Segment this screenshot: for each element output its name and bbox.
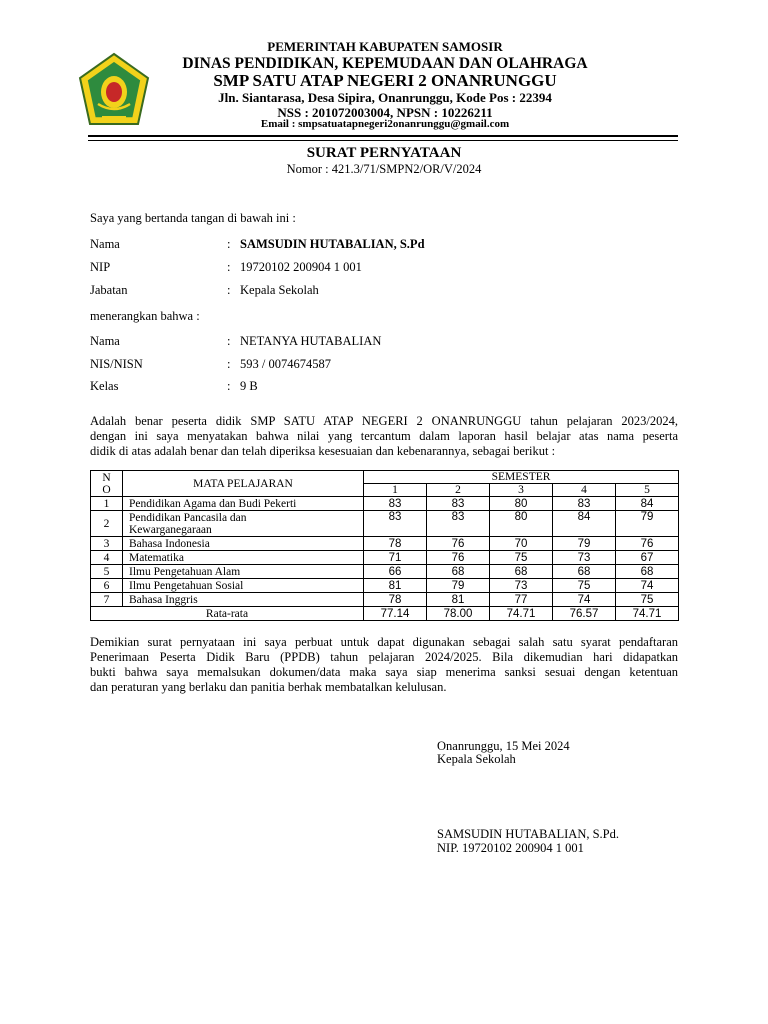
score-cell: 83: [364, 497, 427, 511]
table-row: [91, 551, 679, 565]
score-cell: 68: [553, 565, 616, 579]
letterhead-address: Jln. Siantarasa, Desa Sipira, Onanrunggu, Kode Pos : 22394: [218, 90, 552, 105]
paragraph-line: bukti bahwa saya memalsukan dokumen/data maka saya siap menerima sanksi sesuai dengan ketentuan: [90, 665, 678, 679]
signer-position-label: Jabatan: [90, 283, 128, 297]
colon: :: [227, 260, 231, 274]
closing-paragraph: [90, 635, 678, 695]
document-title: SURAT PERNYATAAN: [306, 145, 462, 161]
colon: :: [227, 379, 231, 393]
signer-name-value: SAMSUDIN HUTABALIAN, S.Pd: [240, 237, 425, 251]
signature-position: Kepala Sekolah: [437, 752, 516, 766]
score-cell: 68: [490, 565, 553, 579]
score-cell: 70: [490, 537, 553, 551]
signature-place-date: Onanrunggu, 15 Mei 2024: [437, 739, 570, 753]
score-cell: 78: [364, 593, 427, 607]
semester-header: 3: [490, 484, 553, 497]
score-cell: 75: [553, 579, 616, 593]
header-no-line: O: [102, 483, 111, 496]
colon: :: [227, 357, 231, 371]
table-row: [91, 579, 679, 593]
letterhead-school-name: SMP SATU ATAP NEGERI 2 ONANRUNGGU: [213, 71, 557, 90]
score-cell: 78: [364, 537, 427, 551]
table-row: [91, 511, 679, 537]
score-cell: 67: [616, 551, 679, 565]
subject-name: Bahasa Indonesia: [123, 537, 364, 551]
score-cell: 75: [616, 593, 679, 607]
student-nisn-label: NIS/NISN: [90, 357, 143, 371]
colon: :: [227, 237, 231, 251]
header-semester: SEMESTER: [364, 471, 679, 484]
intro-text: Saya yang bertanda tangan di bawah ini :: [90, 211, 296, 225]
subject-name: Ilmu Pengetahuan Alam: [123, 565, 364, 579]
colon: :: [227, 283, 231, 297]
score-cell: 74: [553, 593, 616, 607]
subject-name: Ilmu Pengetahuan Sosial: [123, 579, 364, 593]
score-cell: 81: [364, 579, 427, 593]
row-number: 1: [91, 497, 123, 511]
signer-name-label: Nama: [90, 237, 120, 251]
score-cell: 79: [553, 537, 616, 551]
row-number: 6: [91, 579, 123, 593]
subject-name: Bahasa Inggris: [123, 593, 364, 607]
score-cell: 83: [427, 511, 490, 537]
average-cell: 74.71: [490, 607, 553, 621]
semester-header: 1: [364, 484, 427, 497]
score-cell: 74: [616, 579, 679, 593]
row-number: 4: [91, 551, 123, 565]
score-cell: 68: [616, 565, 679, 579]
score-cell: 84: [553, 511, 616, 537]
samosir-regency-emblem-icon: [76, 52, 152, 128]
score-cell: 83: [364, 511, 427, 537]
student-nisn-value: 593 / 0074674587: [240, 357, 331, 371]
header-subject: MATA PELAJARAN: [123, 471, 364, 497]
score-cell: 71: [364, 551, 427, 565]
score-cell: 83: [427, 497, 490, 511]
table-row: [91, 537, 679, 551]
letterhead-nss-npsn: NSS : 201072003004, NPSN : 10226211: [277, 105, 493, 120]
signature-name: SAMSUDIN HUTABALIAN, S.Pd.: [437, 827, 620, 841]
grades-table: [90, 470, 679, 621]
score-cell: 76: [616, 537, 679, 551]
header-no: [91, 471, 123, 497]
semester-header: 2: [427, 484, 490, 497]
row-number: 5: [91, 565, 123, 579]
semester-header: 4: [553, 484, 616, 497]
score-cell: 68: [427, 565, 490, 579]
paragraph-line: Demikian surat pernyataan ini saya perbuat untuk dapat digunakan sebagai salah satu syarat pendaftaran: [90, 635, 678, 649]
paragraph-line: dan peraturan yang berlaku dan panitia berhak membatalkan kelulusan.: [90, 680, 447, 694]
paragraph-line: dengan ini saya menyatakan bahwa nilai yang tercantum dalam laporan hasil belajar atas nama peserta: [90, 429, 678, 443]
average-cell: 77.14: [364, 607, 427, 621]
score-cell: 66: [364, 565, 427, 579]
header-no-line: N: [102, 471, 111, 484]
score-cell: 76: [427, 537, 490, 551]
row-number: 7: [91, 593, 123, 607]
table-header-row: [91, 471, 679, 484]
signer-nip-label: NIP: [90, 260, 111, 274]
subject-name-line: Pendidikan Pancasila dan: [129, 511, 247, 524]
subject-name: Pendidikan Agama dan Budi Pekerti: [123, 497, 364, 511]
signer-position-value: Kepala Sekolah: [240, 283, 319, 297]
letterhead-email: Email : smpsatuatapnegeri2onanrunggu@gmail.com: [260, 118, 510, 130]
score-cell: 81: [427, 593, 490, 607]
average-label: Rata-rata: [91, 607, 364, 621]
student-name-value: NETANYA HUTABALIAN: [240, 334, 382, 348]
signer-nip-value: 19720102 200904 1 001: [240, 260, 362, 274]
paragraph-line: Adalah benar peserta didik SMP SATU ATAP NEGERI 2 ONANRUNGGU tahun pelajaran 2023/2024,: [90, 414, 678, 428]
letterhead-divider-thin: [88, 140, 678, 141]
paragraph-line: Penerimaan Peserta Didik Baru (PPDB) tahun pelajaran 2024/2025. Bila dikemudian hari didapatkan: [90, 650, 678, 664]
row-number: 3: [91, 537, 123, 551]
subject-name-line: Kewarganegaraan: [129, 523, 212, 536]
average-row: [91, 607, 679, 621]
statement-paragraph: [90, 414, 678, 459]
score-cell: 80: [490, 511, 553, 537]
table-row: [91, 565, 679, 579]
score-cell: 75: [490, 551, 553, 565]
subject-name: Matematika: [123, 551, 364, 565]
average-cell: 74.71: [616, 607, 679, 621]
score-cell: 83: [553, 497, 616, 511]
table-row: [91, 497, 679, 511]
score-cell: 76: [427, 551, 490, 565]
score-cell: 79: [427, 579, 490, 593]
table-row: [91, 593, 679, 607]
paragraph-line: didik di atas adalah benar dan telah diperiksa kesesuaian dan kebenarannya, sebagai berikut :: [90, 444, 556, 458]
letterhead-department: DINAS PENDIDIKAN, KEPEMUDAAN DAN OLAHRAGA: [182, 55, 588, 72]
student-class-label: Kelas: [90, 379, 119, 393]
letterhead-government: PEMERINTAH KABUPATEN SAMOSIR: [267, 39, 503, 54]
average-cell: 76.57: [553, 607, 616, 621]
subject-name: [123, 511, 364, 537]
colon: :: [227, 334, 231, 348]
row-number: 2: [91, 511, 123, 537]
student-class-value: 9 B: [240, 379, 258, 393]
score-cell: 73: [490, 579, 553, 593]
menerangkan-text: menerangkan bahwa :: [90, 309, 200, 323]
score-cell: 79: [616, 511, 679, 537]
score-cell: 80: [490, 497, 553, 511]
average-cell: 78.00: [427, 607, 490, 621]
letterhead-divider-thick: [88, 135, 678, 137]
semester-header: 5: [616, 484, 679, 497]
score-cell: 73: [553, 551, 616, 565]
signature-nip: NIP. 19720102 200904 1 001: [437, 841, 584, 855]
score-cell: 77: [490, 593, 553, 607]
student-name-label: Nama: [90, 334, 120, 348]
document-number: Nomor : 421.3/71/SMPN2/OR/V/2024: [286, 162, 482, 176]
score-cell: 84: [616, 497, 679, 511]
